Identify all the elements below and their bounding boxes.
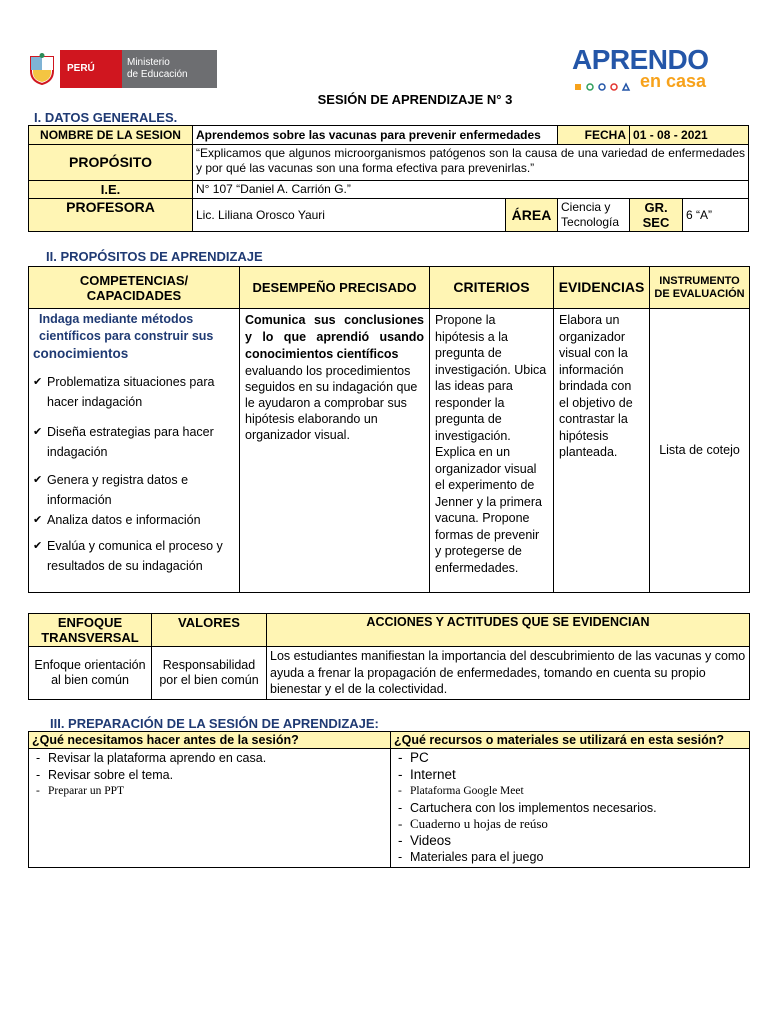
col-recursos: ¿Qué recursos o materiales se utilizará en esta sesión? bbox=[391, 732, 750, 749]
ie-label: I.E. bbox=[29, 181, 193, 199]
section-propositos-heading: II. PROPÓSITOS DE APRENDIZAJE bbox=[46, 249, 263, 264]
competencia-text-2: conocimientos bbox=[33, 346, 129, 361]
grsec-value: 6 “A” bbox=[683, 199, 749, 232]
list-item: - Plataforma Google Meet bbox=[394, 783, 746, 800]
acciones-value: Los estudiantes manifiestan la importancia del descubrimiento de las vacunas y como ayuda a frenar la propagación de enfermedades, tomando en cuenta su propio bienestar y el de la colectividad. bbox=[267, 647, 750, 700]
section-preparacion-heading: III. PREPARACIÓN DE LA SESIÓN DE APRENDIZAJE: bbox=[50, 716, 379, 731]
profesora-value: Lic. Liliana Orosco Yauri bbox=[193, 199, 506, 232]
enfoque-table bbox=[28, 613, 750, 700]
list-item: - Revisar sobre el tema. bbox=[32, 767, 387, 784]
list-item: ✔ Problematiza situaciones para hacer indagación bbox=[33, 372, 235, 412]
section-datos-heading: I. DATOS GENERALES. bbox=[34, 110, 178, 125]
desempeno-text: evaluando los procedimientos seguidos en su indagación que le ayudaron a comprobar sus hipótesis elaborando un organizador visual. bbox=[245, 364, 418, 442]
desempeno-bold-text: Comunica sus conclusiones y lo que aprendió usando conocimientos científicos bbox=[245, 313, 424, 361]
criterios-text: Propone la hipótesis a la pregunta de investigación. Ubica las ideas para responder la pregunta de investigación. Explica en un organizador visual el experimento de Jenner y la primera vacuna. Propone formas de prevenir y protegerse de enfermedades. bbox=[435, 313, 547, 575]
profesora-label: PROFESORA bbox=[29, 199, 193, 232]
gov-country-label: PERÚ bbox=[67, 63, 95, 74]
competencia-text: Indaga mediante métodos científicos para construir sus bbox=[39, 312, 214, 343]
antes-list bbox=[32, 750, 387, 800]
aprendo-en-casa-logo bbox=[568, 44, 718, 92]
list-item: - Cuaderno u hojas de reúso bbox=[394, 816, 746, 833]
list-item: ✔ Diseña estrategias para hacer indagación bbox=[33, 422, 235, 462]
gov-ministry-label-2: de Educación bbox=[127, 69, 188, 80]
recursos-list bbox=[394, 750, 746, 866]
peru-coat-of-arms-icon bbox=[27, 53, 57, 85]
col-acciones: ACCIONES Y ACTITUDES QUE SE EVIDENCIAN bbox=[267, 614, 750, 647]
list-item: - PC bbox=[394, 750, 746, 767]
gov-ministry-label-1: Ministerio bbox=[127, 57, 170, 68]
enfoque-value: Enfoque orientación al bien común bbox=[29, 647, 152, 700]
col-antes: ¿Qué necesitamos hacer antes de la sesión? bbox=[29, 732, 391, 749]
datos-generales-table bbox=[28, 125, 749, 232]
logo-shapes-icon bbox=[574, 79, 634, 89]
nombre-sesion-value: Aprendemos sobre las vacunas para prevenir enfermedades bbox=[193, 126, 558, 145]
aprendo-logo-text: APRENDO bbox=[572, 44, 709, 75]
col-valores: VALORES bbox=[152, 614, 267, 647]
proposito-value: “Explicamos que algunos microorganismos patógenos son la causa de una variedad de enfermedades y por qué las vacunas son una forma efectiva para prevenirlas.” bbox=[193, 145, 749, 181]
area-label: ÁREA bbox=[506, 199, 558, 232]
col-competencias: COMPETENCIAS/ CAPACIDADES bbox=[29, 267, 240, 309]
nombre-sesion-label: NOMBRE DE LA SESION bbox=[29, 126, 193, 145]
list-item: - Revisar la plataforma aprendo en casa. bbox=[32, 750, 387, 767]
ie-value: N° 107 “Daniel A. Carrión G.” bbox=[193, 181, 749, 199]
list-item: - Cartuchera con los implementos necesarios. bbox=[394, 800, 746, 817]
list-item: - Internet bbox=[394, 767, 746, 784]
valores-value: Responsabilidad por el bien común bbox=[152, 647, 267, 700]
area-value: Ciencia y Tecnología bbox=[558, 199, 630, 232]
list-item: ✔ Evalúa y comunica el proceso y resultados de su indagación bbox=[33, 536, 235, 576]
fecha-value: 01 - 08 - 2021 bbox=[630, 126, 749, 145]
list-item: - Materiales para el juego bbox=[394, 849, 746, 866]
col-instrumento: INSTRUMENTO DE EVALUACIÓN bbox=[650, 267, 750, 309]
preparacion-table bbox=[28, 731, 750, 868]
col-desempeno: DESEMPEÑO PRECISADO bbox=[240, 267, 430, 309]
evidencias-text: Elabora un organizador visual con la información brindada con el objetivo de contrastar la hipótesis planteada. bbox=[559, 313, 633, 459]
grsec-label: GR. SEC bbox=[630, 199, 683, 232]
propositos-table bbox=[28, 266, 750, 593]
en-casa-logo-text: en casa bbox=[640, 71, 707, 91]
col-evidencias: EVIDENCIAS bbox=[554, 267, 650, 309]
col-criterios: CRITERIOS bbox=[430, 267, 554, 309]
session-title: SESIÓN DE APRENDIZAJE N° 3 bbox=[317, 92, 513, 107]
list-item: - Videos bbox=[394, 833, 746, 850]
ministerio-logo bbox=[27, 50, 217, 88]
col-enfoque: ENFOQUE TRANSVERSAL bbox=[29, 614, 152, 647]
list-item: ✔ Genera y registra datos e información bbox=[33, 470, 235, 510]
proposito-label: PROPÓSITO bbox=[29, 145, 193, 181]
instrumento-value: Lista de cotejo bbox=[650, 309, 750, 593]
list-item: - Preparar un PPT bbox=[32, 783, 387, 800]
list-item: ✔ Analiza datos e información bbox=[33, 510, 235, 530]
fecha-label: FECHA bbox=[558, 126, 630, 145]
capacidades-list bbox=[33, 372, 235, 576]
